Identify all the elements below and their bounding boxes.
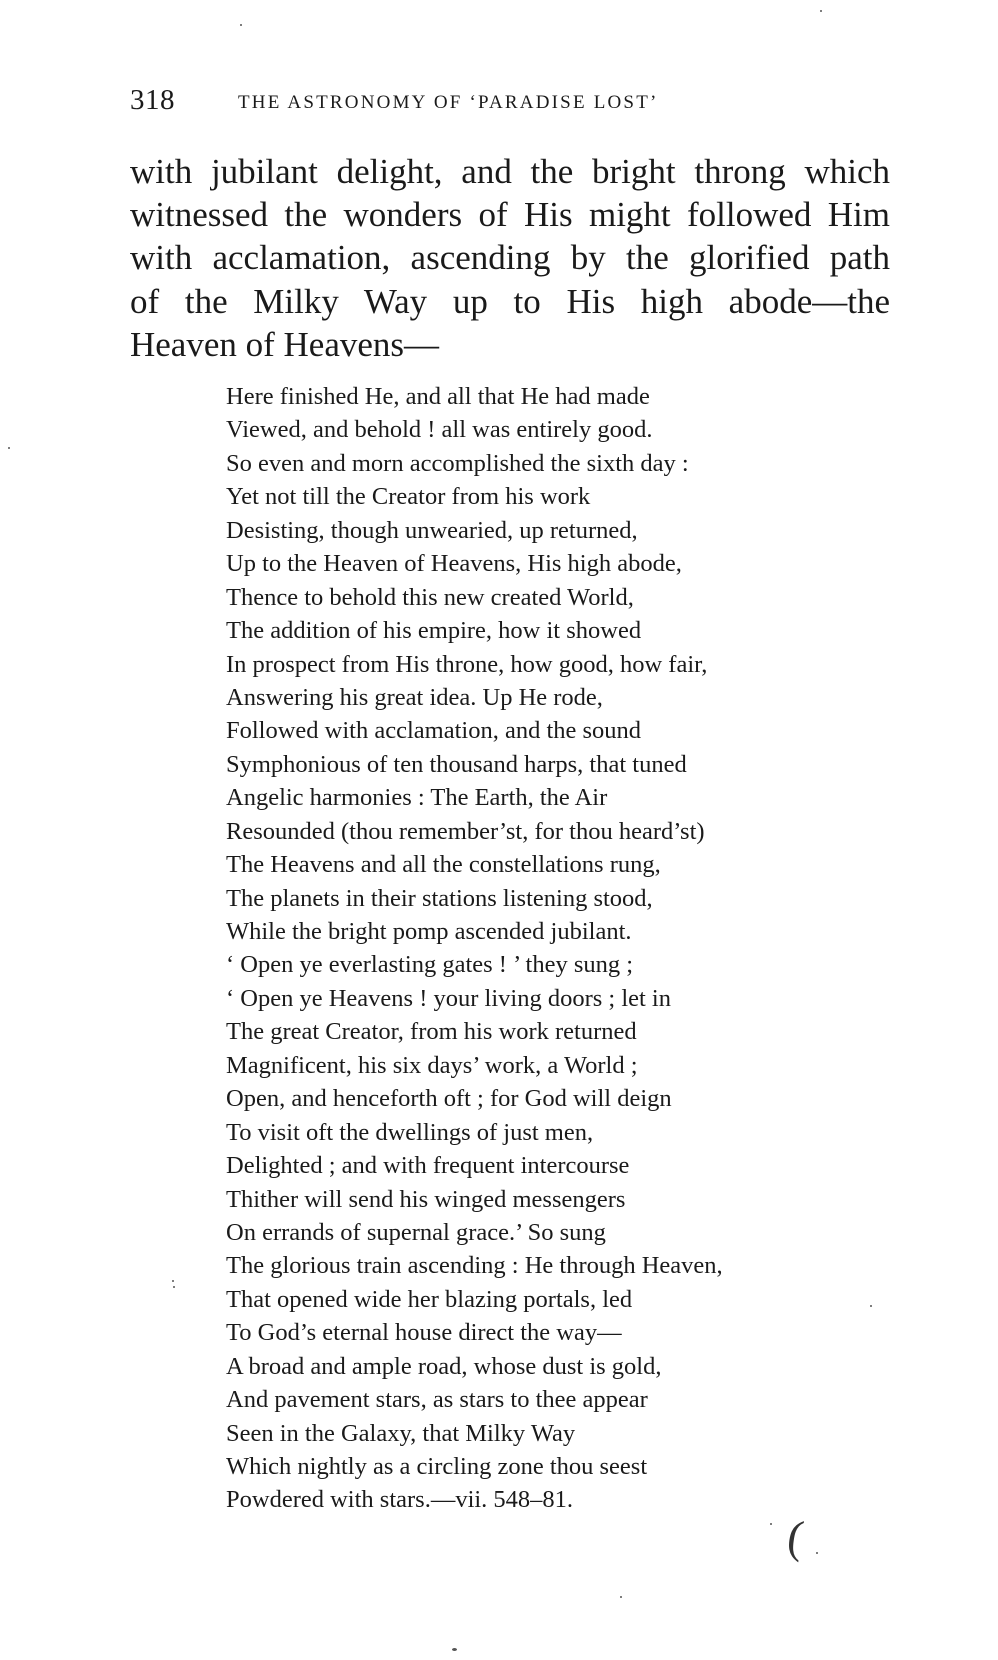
verse-line: Delighted ; and with frequent intercourse — [226, 1152, 630, 1180]
verse-line: The Heavens and all the constellations rung, — [226, 851, 661, 879]
paper-speck — [820, 10, 822, 12]
paper-speck — [620, 1596, 622, 1598]
verse-line: While the bright pomp ascended jubilant. — [226, 918, 632, 945]
prose-line: with jubilant delight, and the bright throng which — [130, 152, 890, 191]
verse-line: Seen in the Galaxy, that Milky Way — [226, 1419, 576, 1447]
paper-speck — [240, 24, 242, 26]
prose-line: with acclamation, ascending by the glorified path — [130, 238, 890, 278]
prose-line: of the Milky Way up to His high abode—the — [130, 281, 890, 321]
paper-speck — [8, 447, 10, 449]
verse-line: Open, and henceforth oft ; for God will deign — [226, 1085, 672, 1113]
prose-paragraph — [130, 150, 890, 366]
verse-line: Angelic harmonies : The Earth, the Air — [226, 784, 608, 812]
verse-line: ‘ Open ye Heavens ! your living doors ; let in — [226, 984, 671, 1012]
verse-line: To visit oft the dwellings of just men, — [226, 1118, 594, 1146]
verse-line: Which nightly as a circling zone thou seest — [226, 1453, 648, 1480]
verse-quotation — [226, 380, 866, 1517]
verse-line: Thither will send his winged messengers — [226, 1185, 626, 1213]
paper-speck — [452, 1648, 457, 1651]
verse-line: And pavement stars, as stars to thee appear — [226, 1386, 648, 1414]
verse-line: Magnificent, his six days’ work, a World ; — [226, 1051, 638, 1079]
verse-line: The planets in their stations listening stood, — [226, 884, 653, 912]
paper-speck — [870, 1305, 872, 1307]
verse-line: Viewed, and behold ! all was entirely good. — [226, 416, 653, 444]
verse-line: To God’s eternal house direct the way— — [226, 1319, 622, 1347]
running-head — [130, 84, 830, 124]
paper-speck — [172, 1280, 174, 1282]
verse-line: That opened wide her blazing portals, led — [226, 1285, 633, 1313]
paper-speck — [816, 1552, 818, 1554]
paper-speck — [173, 1286, 175, 1288]
verse-line: Thence to behold this new created World, — [226, 583, 634, 611]
verse-line: On errands of supernal grace.’ So sung — [226, 1218, 606, 1246]
verse-line: Followed with acclamation, and the sound — [226, 717, 642, 745]
verse-line: Yet not till the Creator from his work — [226, 483, 591, 511]
verse-line: The addition of his empire, how it showed — [226, 617, 642, 645]
prose-line: Heaven of Heavens— — [130, 324, 440, 364]
page-number: 318 — [130, 84, 175, 116]
verse-line: ‘ Open ye everlasting gates ! ’ they sung ; — [226, 951, 634, 979]
running-title: THE ASTRONOMY OF ‘PARADISE LOST’ — [238, 92, 659, 113]
verse-line: A broad and ample road, whose dust is gold, — [226, 1352, 662, 1380]
verse-line: Answering his great idea. Up He rode, — [226, 683, 603, 711]
verse-line: Desisting, though unwearied, up returned, — [226, 516, 638, 544]
prose-line: witnessed the wonders of His might followed Him — [130, 195, 890, 235]
verse-line: Resounded (thou remember’st, for thou heard’st) — [226, 817, 705, 845]
verse-line: The glorious train ascending : He through Heaven, — [226, 1252, 723, 1280]
verse-line: In prospect from His throne, how good, how fair, — [226, 650, 708, 678]
verse-line: Up to the Heaven of Heavens, His high abode, — [226, 550, 682, 578]
verse-line: Powdered with stars.—vii. 548–81. — [226, 1486, 574, 1514]
verse-line: Symphonious of ten thousand harps, that tuned — [226, 750, 687, 778]
verse-line: So even and morn accomplished the sixth day : — [226, 449, 689, 477]
verse-line: Here finished He, and all that He had made — [226, 383, 650, 410]
margin-pencil-mark: ( — [784, 1510, 807, 1563]
paper-speck — [770, 1523, 772, 1525]
verse-line: The great Creator, from his work returned — [226, 1018, 637, 1046]
